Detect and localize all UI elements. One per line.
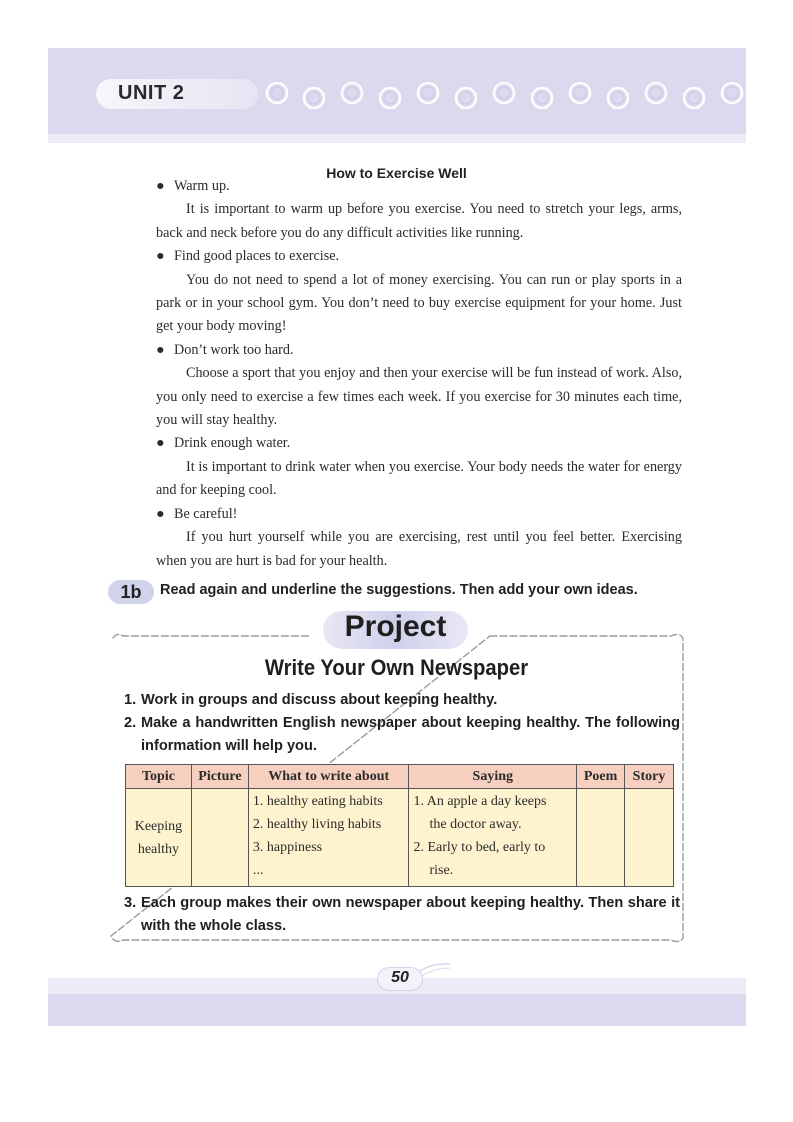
table-header: Story bbox=[625, 765, 674, 789]
section-body: You do not need to spend a lot of money exercising. You can run or play sports in a park or in your school gym. You don’t need to buy exercise equipment for your home. Just get your body moving! bbox=[156, 271, 682, 335]
section-body: It is important to drink water when you exercise. Your body needs the water for energy and for keeping cool. bbox=[156, 458, 682, 499]
decorative-rings-icon bbox=[258, 78, 746, 114]
section-heading: ● Drink enough water. bbox=[156, 435, 291, 452]
section-heading: ● Don’t work too hard. bbox=[156, 341, 294, 358]
activity-instruction: Read again and underline the suggestions. Then add your own ideas. bbox=[160, 582, 638, 598]
section-heading: ● Find good places to exercise. bbox=[156, 248, 340, 265]
page-number: 50 bbox=[391, 969, 409, 986]
activity-badge: 1b bbox=[108, 580, 154, 604]
table-header: Poem bbox=[577, 765, 625, 789]
section-body: It is important to warm up before you exercise. You need to stretch your legs, arms, back and neck before you do any difficult activities like running. bbox=[156, 201, 682, 241]
section-heading: ● Warm up. bbox=[156, 178, 230, 194]
section-body: Choose a sport that you enjoy and then your exercise will be fun instead of work. Also, you only need to exercise a few times each week. If you exercise for 30 minutes each time, you will stay healthy. bbox=[156, 365, 682, 429]
unit-label: UNIT 2 bbox=[118, 82, 185, 104]
info-table bbox=[125, 764, 674, 887]
table-header: Topic bbox=[126, 765, 192, 789]
section-heading: ● Be careful! bbox=[156, 505, 238, 522]
table-row bbox=[126, 789, 674, 887]
project-step: 1. Work in groups and discuss about keeping healthy. bbox=[124, 692, 498, 708]
header-strip bbox=[48, 134, 746, 143]
project-step: 3. Each group makes their own newspaper about keeping healthy. Then share it with the whole class. bbox=[124, 895, 680, 934]
project-title: Project bbox=[344, 610, 447, 643]
what-to-write-cell: 1. healthy eating habits 2. healthy living habits 3. happiness ... bbox=[248, 789, 409, 887]
reading-passage bbox=[156, 175, 682, 573]
picture-cell bbox=[191, 789, 248, 887]
table-header: What to write about bbox=[248, 765, 409, 789]
project-subtitle: Write Your Own Newspaper bbox=[264, 655, 529, 680]
footer-band bbox=[48, 994, 746, 1026]
poem-cell bbox=[577, 789, 625, 887]
section-body: If you hurt yourself while you are exercising, rest until you feel better. Exercising when you are hurt is bad for your health. bbox=[156, 529, 682, 569]
table-header: Picture bbox=[191, 765, 248, 789]
project-step: 2. Make a handwritten English newspaper about keeping healthy. The following information will help you. bbox=[124, 715, 680, 754]
table-header: Saying bbox=[409, 765, 577, 789]
saying-cell: 1. An apple a day keeps the doctor away. 2. Early to bed, early to rise. bbox=[409, 789, 577, 887]
story-cell bbox=[625, 789, 674, 887]
reading-title: How to Exercise Well bbox=[326, 165, 467, 181]
topic-cell: Keeping healthy bbox=[126, 789, 192, 887]
